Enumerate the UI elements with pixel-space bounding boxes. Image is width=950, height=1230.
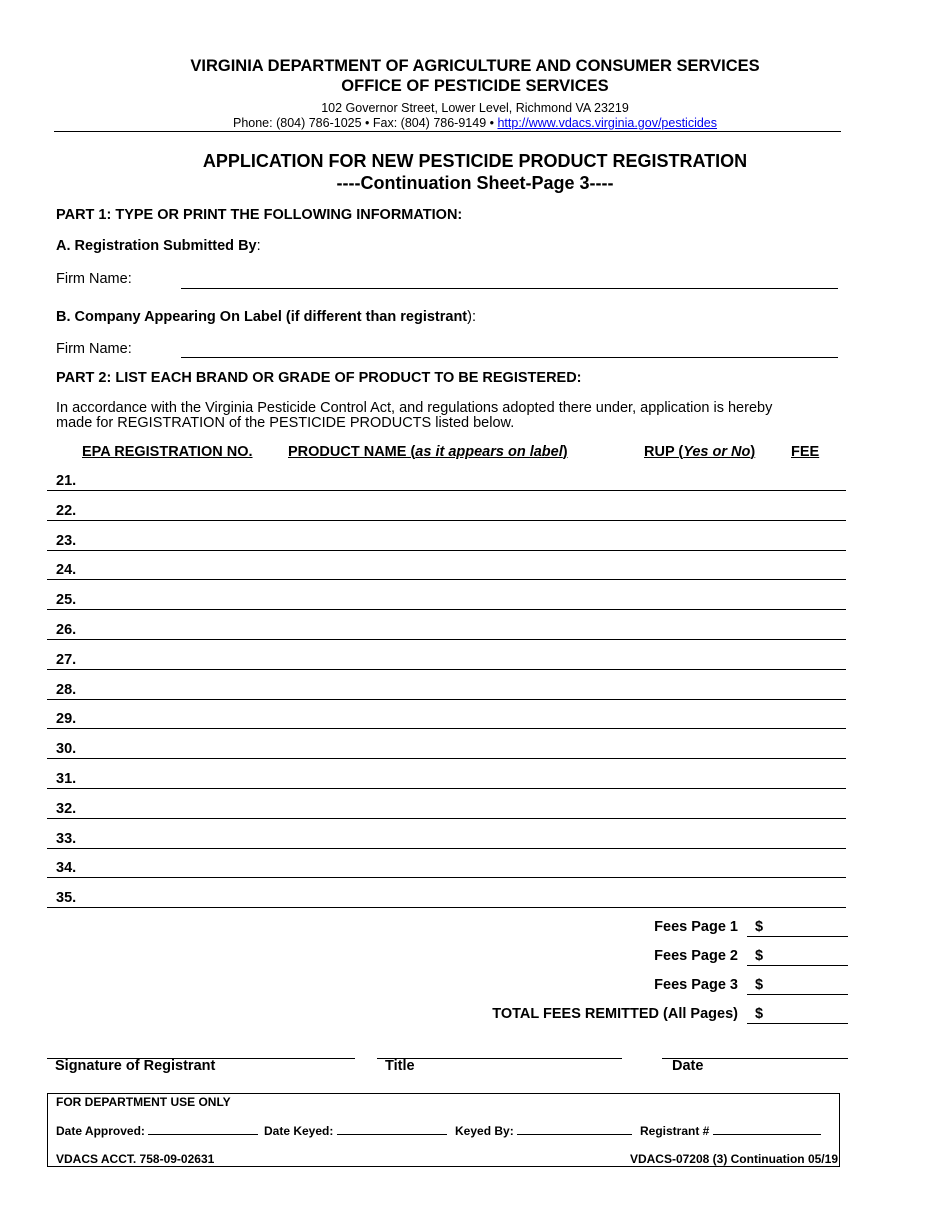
firm-name-label-a: Firm Name: bbox=[56, 271, 132, 287]
row-entry-line[interactable] bbox=[47, 848, 846, 849]
fees-page2-field[interactable] bbox=[747, 965, 848, 966]
registrant-label: Registrant # bbox=[640, 1124, 710, 1138]
row-entry-line[interactable] bbox=[47, 579, 846, 580]
website-link[interactable]: http://www.vdacs.virginia.gov/pesticides bbox=[497, 116, 718, 130]
row-number: 27. bbox=[56, 651, 77, 668]
row-entry-line[interactable] bbox=[47, 728, 846, 729]
row-number: 24. bbox=[56, 562, 77, 579]
firm-name-label-b: Firm Name: bbox=[56, 341, 132, 357]
keyed-by-field[interactable] bbox=[517, 1123, 632, 1135]
row-entry-line[interactable] bbox=[47, 699, 846, 700]
row-entry-line[interactable] bbox=[47, 520, 846, 521]
fees-page1-label: Fees Page 1 bbox=[654, 919, 738, 935]
date-approved-field[interactable] bbox=[148, 1123, 258, 1135]
address: 102 Governor Street, Lower Level, Richmond VA 23219 bbox=[321, 101, 629, 115]
title-label: Title bbox=[385, 1058, 415, 1074]
col-product-b: as it appears on label bbox=[415, 444, 563, 460]
col-rup-a: RUP ( bbox=[644, 444, 684, 460]
row-number: 33. bbox=[56, 830, 77, 847]
col-header-rup bbox=[644, 444, 755, 460]
row-entry-line[interactable] bbox=[47, 907, 846, 908]
fees-page1-field[interactable] bbox=[747, 936, 848, 937]
col-rup-c: ) bbox=[750, 444, 756, 460]
date-label: Date bbox=[672, 1058, 704, 1074]
section-b-tail: ): bbox=[467, 309, 476, 325]
col-header-product bbox=[288, 444, 568, 460]
row-entry-line[interactable] bbox=[47, 818, 846, 819]
section-a-colon: : bbox=[256, 238, 261, 254]
col-product-c: ) bbox=[562, 444, 568, 460]
date-keyed-field[interactable] bbox=[337, 1123, 447, 1135]
col-product-a: PRODUCT NAME ( bbox=[288, 444, 416, 460]
fees-page1-currency: $ bbox=[755, 919, 764, 935]
form-subtitle: ----Continuation Sheet-Page 3---- bbox=[336, 173, 614, 193]
form-title: APPLICATION FOR NEW PESTICIDE PRODUCT REGISTRATION bbox=[202, 151, 748, 171]
section-a-heading bbox=[56, 238, 261, 254]
row-entry-line[interactable] bbox=[47, 490, 846, 491]
section-a-label: A. Registration Submitted By bbox=[56, 238, 257, 254]
part2-paragraph-line2: made for REGISTRATION of the PESTICIDE PRODUCTS listed below. bbox=[56, 415, 515, 431]
total-fees-field[interactable] bbox=[747, 1023, 848, 1024]
firm-name-field-b[interactable] bbox=[181, 357, 838, 358]
date-approved-group bbox=[56, 1123, 258, 1138]
total-fees-label: TOTAL FEES REMITTED (All Pages) bbox=[492, 1006, 738, 1022]
row-number: 29. bbox=[56, 711, 77, 728]
account-number: VDACS ACCT. 758-09-02631 bbox=[56, 1152, 215, 1166]
row-number: 28. bbox=[56, 681, 77, 698]
department-heading: FOR DEPARTMENT USE ONLY bbox=[56, 1095, 231, 1109]
contact-line bbox=[0, 116, 950, 131]
row-number: 31. bbox=[56, 771, 77, 787]
firm-name-field-a[interactable] bbox=[181, 288, 838, 289]
registrant-group bbox=[640, 1123, 821, 1138]
registrant-field[interactable] bbox=[713, 1123, 821, 1135]
col-rup-b: Yes or No bbox=[683, 444, 751, 460]
part1-heading: PART 1: TYPE OR PRINT THE FOLLOWING INFORMATION: bbox=[56, 207, 463, 223]
row-number: 21. bbox=[56, 473, 77, 489]
org-name: VIRGINIA DEPARTMENT OF AGRICULTURE AND CONSUMER SERVICES bbox=[190, 57, 760, 75]
row-entry-line[interactable] bbox=[47, 758, 846, 759]
fees-page2-label: Fees Page 2 bbox=[654, 948, 738, 964]
total-fees-currency: $ bbox=[755, 1006, 764, 1022]
department-use-box bbox=[47, 1093, 840, 1167]
fees-page3-currency: $ bbox=[755, 977, 764, 993]
col-header-fee: FEE bbox=[791, 444, 820, 460]
phone-fax: Phone: (804) 786-1025 • Fax: (804) 786-9149 • bbox=[232, 116, 498, 130]
keyed-by-group bbox=[455, 1123, 632, 1138]
row-number: 23. bbox=[56, 532, 77, 549]
row-entry-line[interactable] bbox=[47, 550, 846, 551]
date-keyed-label: Date Keyed: bbox=[264, 1124, 334, 1138]
row-number: 32. bbox=[56, 800, 77, 817]
row-number: 22. bbox=[56, 502, 77, 519]
col-header-epa bbox=[82, 444, 253, 460]
date-keyed-group bbox=[264, 1123, 447, 1138]
office-name: OFFICE OF PESTICIDE SERVICES bbox=[341, 77, 609, 95]
keyed-by-label: Keyed By: bbox=[455, 1124, 514, 1138]
header-divider bbox=[54, 131, 841, 132]
row-entry-line[interactable] bbox=[47, 609, 846, 610]
row-entry-line[interactable] bbox=[47, 639, 846, 640]
row-number: 34. bbox=[56, 860, 77, 877]
row-number: 25. bbox=[56, 592, 77, 609]
section-b-label: B. Company Appearing On Label (if different than registrant bbox=[56, 309, 468, 325]
row-number: 26. bbox=[56, 622, 77, 638]
row-entry-line[interactable] bbox=[47, 669, 846, 670]
col-epa-text: EPA REGISTRATION NO bbox=[82, 444, 249, 460]
fees-page2-currency: $ bbox=[755, 948, 764, 964]
row-entry-line[interactable] bbox=[47, 788, 846, 789]
part2-heading: PART 2: LIST EACH BRAND OR GRADE OF PRODUCT TO BE REGISTERED: bbox=[56, 370, 582, 386]
date-approved-label: Date Approved: bbox=[56, 1124, 145, 1138]
part2-paragraph-line1: In accordance with the Virginia Pesticide Control Act, and regulations adopted there under, application is hereby bbox=[56, 400, 773, 416]
row-entry-line[interactable] bbox=[47, 877, 846, 878]
row-number: 35. bbox=[56, 890, 77, 907]
section-b-heading bbox=[56, 309, 476, 325]
row-number: 30. bbox=[56, 741, 77, 758]
signature-label: Signature of Registrant bbox=[55, 1058, 216, 1074]
col-epa-dot: . bbox=[248, 444, 253, 460]
form-id: VDACS-07208 (3) Continuation 05/19 bbox=[629, 1152, 838, 1166]
fees-page3-label: Fees Page 3 bbox=[654, 977, 738, 993]
fees-page3-field[interactable] bbox=[747, 994, 848, 995]
